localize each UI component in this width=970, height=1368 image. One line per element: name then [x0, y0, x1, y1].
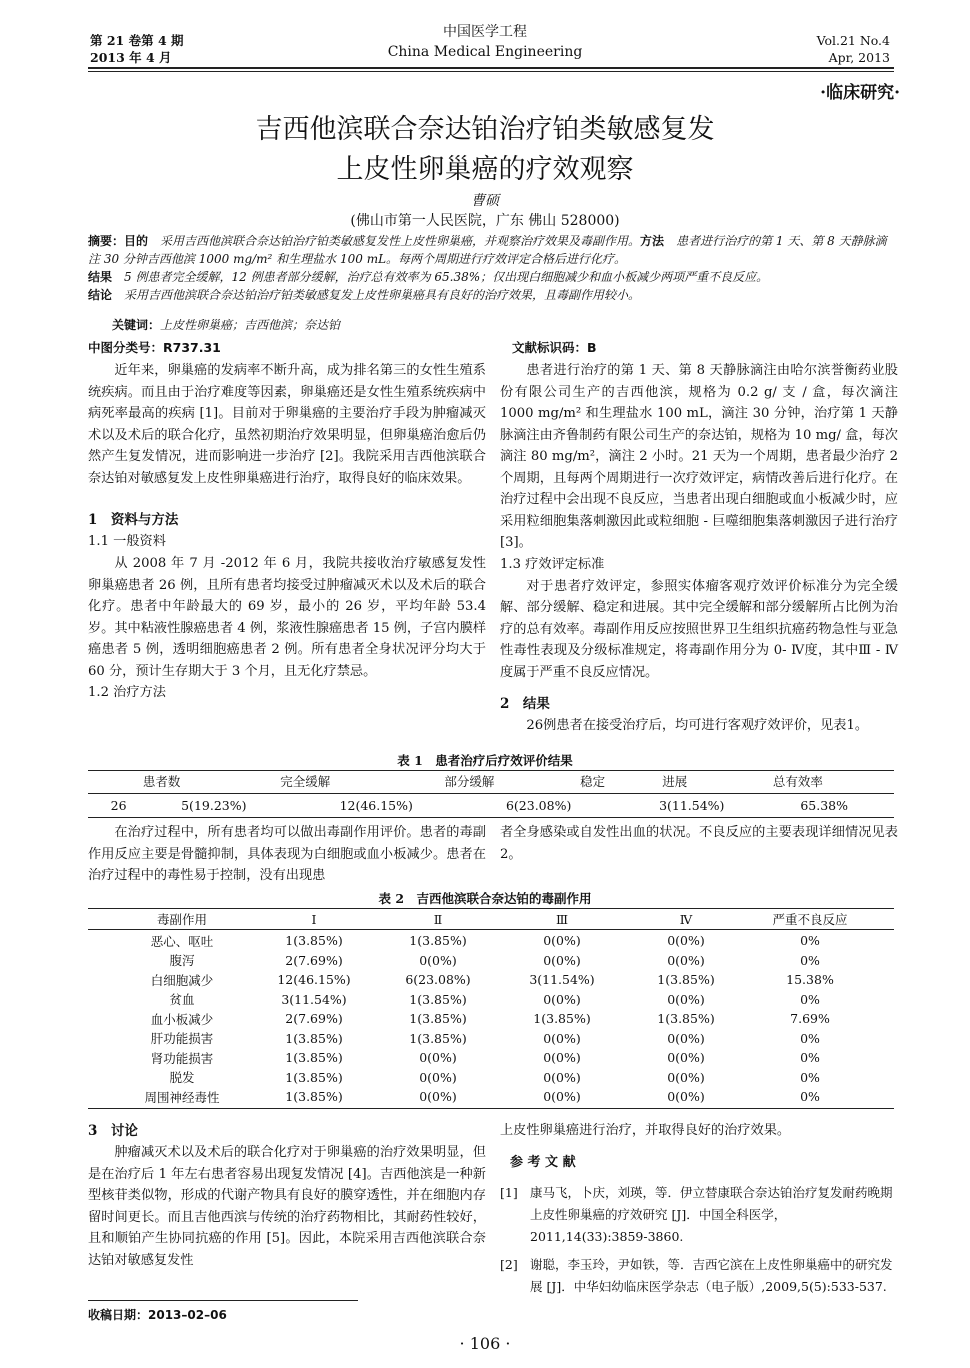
- table-2-head: [112, 910, 872, 928]
- table-row: [112, 990, 872, 1010]
- table-2-cell: 血小板减少: [150, 1011, 214, 1027]
- reference-text: 康马飞，卜庆，刘瑛，等．伊立替康联合奈达铂治疗复发耐药晚期上皮性卵巢癌的疗效研究 [J]．中国全科医学，2011,14(33):3859-3860.: [530, 1184, 893, 1244]
- keywords-label: 关键词：: [112, 318, 161, 332]
- toxicity-paragraph-cont: 者全身感染或自发性出血的状况。不良反应的主要表现详细情况见表 2。: [500, 825, 898, 862]
- journal-name-en: China Medical Engineering: [387, 44, 583, 60]
- section-2-text: 26例患者在接受治疗后，均可进行客观疗效评价，见表1。: [526, 718, 869, 733]
- header-rule-thin: [88, 71, 894, 72]
- table-2-header: Ⅰ: [311, 911, 317, 927]
- table-2-cell: 0%: [800, 933, 820, 949]
- reference-item: [500, 1254, 898, 1298]
- table-1: [100, 772, 880, 790]
- table-2-cell: 1(3.85%): [409, 991, 467, 1007]
- table-2-cell: 2(7.69%): [285, 952, 343, 968]
- table-2-cell: 0(0%): [543, 1069, 581, 1085]
- section-1-2-text: 患者进行治疗的第 1 天、第 8 天静脉滴注由哈尔滨誉衡药业股份有限公司生产的吉西他滨，规格为 0.2 g/ 支 / 盒，每次滴注 1000 mg/m² 和生理盐水 100 mL，滴注 30 分钟，治疗第 1 天静脉滴注由齐鲁制药有限公司生产的奈达铂，规格为 10 mg/ 盒，每次滴注 80 mg/m²，滴注 2 小时。21 天为一个周期，患者最少治疗 2 个周期，且每两个周期进行一次疗效评定，病情改善后进行化疗。在治疗过程中会出现不良反应，当患者出现白细胞或血小板减少时，应采用粒细胞集落刺激因此或粒细胞 - 巨噬细胞集落刺激因子进行治疗 [3]。: [500, 363, 898, 550]
- conclusion-label: 结论: [88, 288, 113, 302]
- table-2-cell: 3(11.54%): [529, 972, 595, 988]
- table-1-top-rule: [88, 770, 894, 771]
- section-1-1-heading: 1.1 一般资料: [88, 534, 166, 549]
- table-2-cell: 15.38%: [786, 972, 834, 988]
- table-2-cell: 0(0%): [543, 1089, 581, 1105]
- right-column-upper: [500, 360, 898, 737]
- table-2-cell: 2(7.69%): [285, 1011, 343, 1027]
- result-label: 结果: [88, 270, 113, 284]
- table-row: [112, 1048, 872, 1068]
- page-number: · 106 ·: [459, 1334, 511, 1353]
- middle-left-text: [88, 822, 486, 887]
- header-rule: [88, 67, 894, 69]
- table-2-cell: 0(0%): [419, 952, 457, 968]
- table-1-caption: 表 1 患者治疗后疗效评价结果: [397, 753, 573, 768]
- table-2-header: Ⅳ: [679, 911, 693, 927]
- table-1-cell: 6(23.08%): [505, 797, 572, 813]
- table-2-cell: 周围神经毒性: [144, 1089, 220, 1105]
- table-1-mid-rule: [88, 793, 894, 794]
- table-1-header: 进展: [662, 774, 688, 789]
- doc-code-value: B: [587, 340, 597, 355]
- table-2-cell: 0%: [800, 952, 820, 968]
- abstract-method: 患者进行治疗的第 1 天、第 8 天静脉滴注 30 分钟吉西他滨 1000 mg/m² 和生理盐水 100 mL。每两个周期进行疗效评定合格后进行化疗。: [88, 234, 887, 266]
- table-2-cell: 1(3.85%): [285, 1069, 343, 1085]
- table-row: [112, 1087, 872, 1107]
- table-row: [112, 970, 872, 990]
- table-1-cell: 26: [110, 797, 127, 813]
- title-line-2: 上皮性卵巢癌的疗效观察: [336, 154, 634, 185]
- section-1-3-text: 对于患者疗效评定，参照实体瘤客观疗效评价标准分为完全缓解、部分缓解、稳定和进展。其中完全缓解和部分缓解所占比例为治疗的总有效率。毒副作用反应按照世界卫生组织抗癌药物急性与亚急性毒性表现及分级标准规定，将毒副作用分为 0- Ⅳ度，其中Ⅲ - Ⅳ度属于严重不良反应情况。: [500, 578, 898, 680]
- table-2-cell: 1(3.85%): [285, 1089, 343, 1105]
- right-column-lower: [500, 1120, 898, 1298]
- table-row: [100, 772, 880, 790]
- table-row: [112, 1029, 872, 1049]
- abstract-result: 5 例患者完全缓解，12 例患者部分缓解，治疗总有效率为 65.38%；仅出现白细胞减少和血小板减少两项严重不良反应。: [124, 270, 769, 284]
- journal-volume: [800, 32, 890, 66]
- table-2-body: [112, 931, 872, 1107]
- abstract-label: 摘要：目的: [88, 234, 149, 248]
- reference-number: [2]: [500, 1256, 518, 1272]
- section-1-3-heading: 1.3 疗效评定标准: [500, 556, 605, 572]
- table-2-header: Ⅱ: [433, 911, 443, 927]
- keywords-text: 上皮性卵巢癌；吉西他滨；奈达铂: [160, 318, 341, 332]
- table-1-header: 部分缓解: [444, 774, 495, 789]
- section-2-heading: 2 结果: [500, 696, 550, 712]
- table-1-body: [100, 796, 880, 814]
- section-1-1-text: 从 2008 年 7 月 -2012 年 6 月，我院共接收治疗敏感复发性卵巢癌患者 26 例，且所有患者均接受过肿瘤减灭术以及术后的联合化疗。患者中年龄最大的 69 岁，最小的 26 岁，平均年龄 53.4 岁。其中粘液性腺癌患者 4 例，浆液性腺癌患者 15 例，子宫内膜样癌患者 5 例，透明细胞癌患者 2 例。所有患者全身状况评分均大于 60 分，预计生存期大于 3 个月，且无化疗禁忌。: [88, 556, 486, 679]
- abstract-conclusion: 采用吉西他滨联合奈达铂治疗铂类敏感复发上皮性卵巢癌具有良好的治疗效果，且毒副作用较小。: [124, 288, 641, 302]
- table-2-cell: 腹泻: [169, 953, 195, 969]
- table-2-cell: 3(11.54%): [281, 991, 347, 1007]
- table-1-cell: 12(46.15%): [339, 797, 413, 813]
- section-1-heading: 1 资料与方法: [88, 512, 179, 528]
- table-2-cell: 0(0%): [667, 1050, 705, 1066]
- table-2-cell: 0%: [800, 1069, 820, 1085]
- table-2-cell: 1(3.85%): [409, 1011, 467, 1027]
- table-2-header: 严重不良反应: [772, 912, 848, 927]
- received-date: 收稿日期：2013–02–06: [88, 1308, 227, 1322]
- table-1-bottom-rule: [88, 817, 894, 818]
- table-2-cell: 0%: [800, 1089, 820, 1105]
- table-row: [112, 951, 872, 971]
- clc-number: [88, 338, 221, 356]
- table-2-cell: 0(0%): [543, 952, 581, 968]
- doc-code-label: 文献标识码：: [512, 340, 588, 355]
- table-2-cell: 0(0%): [543, 991, 581, 1007]
- discussion-column: [88, 1120, 486, 1271]
- table-2-cell: 1(3.85%): [533, 1011, 591, 1027]
- author: 曹硕: [471, 193, 499, 209]
- table-1-header: 总有效率: [772, 774, 823, 789]
- section-3-heading: 3 讨论: [88, 1123, 138, 1139]
- table-2-cell: 1(3.85%): [409, 1030, 467, 1046]
- table-2-mid-rule: [88, 929, 894, 930]
- table-2-cell: 0%: [800, 1030, 820, 1046]
- table-2-cell: 1(3.85%): [657, 972, 715, 988]
- table-1-header: 完全缓解: [280, 774, 331, 789]
- table-2-header: 毒副作用: [156, 912, 207, 927]
- table-2-cell: 0(0%): [667, 1030, 705, 1046]
- table-2-cell: 6(23.08%): [405, 972, 471, 988]
- issue-volume: 第 21 卷第 4 期: [90, 33, 184, 48]
- table-2-cell: 0(0%): [667, 933, 705, 949]
- toxicity-paragraph: 在治疗过程中，所有患者均可以做出毒副作用评价。患者的毒副作用反应主要是骨髓抑制，具体表现为白细胞或血小板减少。患者在治疗过程中的毒性易于控制，没有出现患: [88, 825, 486, 883]
- clc-label: 中图分类号：: [88, 340, 164, 355]
- middle-right-text: [500, 822, 898, 865]
- affiliation: (佛山市第一人民医院，广东 佛山 528000): [350, 213, 620, 229]
- table-2-cell: 脱发: [169, 1070, 195, 1086]
- table-1-cell: 65.38%: [800, 797, 848, 813]
- clc-value: R737.31: [163, 340, 221, 355]
- title-line-1: 吉西他滨联合奈达铂治疗铂类敏感复发: [255, 114, 715, 145]
- table-2-cell: 0(0%): [419, 1069, 457, 1085]
- table-row: [100, 796, 880, 814]
- table-2-cell: 0(0%): [667, 1069, 705, 1085]
- table-1-cell: 3(11.54%): [659, 797, 725, 813]
- table-2-cell: 肝功能损害: [150, 1031, 214, 1047]
- table-2-cell: 0(0%): [543, 1050, 581, 1066]
- reference-item: [500, 1182, 898, 1248]
- volume-en: Vol.21 No.4: [816, 33, 890, 48]
- journal-name-cn: 中国医学工程: [443, 24, 527, 40]
- table-2-cell: 1(3.85%): [285, 1050, 343, 1066]
- table-2-cell: 12(46.15%): [277, 972, 351, 988]
- abstract: [88, 232, 894, 304]
- table-1-cell: 5(19.23%): [181, 797, 247, 813]
- table-row: [112, 931, 872, 951]
- table-2-cell: 0(0%): [543, 1030, 581, 1046]
- intro-paragraph: 近年来，卵巢癌的发病率不断升高，成为排名第三的女性生殖系统疾病。而且由于治疗难度等因素，卵巢癌还是女性生殖系统疾病中病死率最高的疾病 [1]。目前对于卵巢癌的主要治疗手段为肿瘤减灭术以及术后的联合化疗，虽然初期治疗效果明显，但卵巢癌治愈后仍然产生复发情况，进而影响进一步治疗 [2]。我院采用吉西他滨联合奈达铂对敏感复发上皮性卵巢癌进行治疗，取得良好的临床效果。: [88, 363, 486, 486]
- table-row: [112, 1068, 872, 1088]
- left-column-upper: [88, 360, 486, 704]
- table-2-cell: 0(0%): [667, 952, 705, 968]
- table-2-cell: 1(3.85%): [409, 933, 467, 949]
- table-2-cell: 0(0%): [667, 991, 705, 1007]
- issue-date: 2013 年 4 月: [90, 50, 172, 65]
- table-1-header: 稳定: [580, 774, 606, 789]
- section-tag: ·临床研究·: [820, 83, 900, 103]
- table-2-cell: 肾功能损害: [150, 1050, 214, 1066]
- document-code: [512, 338, 597, 356]
- section-1-2-heading: 1.2 治疗方法: [88, 685, 166, 700]
- table-2-cell: 贫血: [169, 992, 195, 1008]
- table-2-cell: 1(3.85%): [285, 1030, 343, 1046]
- footnote-rule: [88, 1300, 358, 1301]
- table-row: [112, 1009, 872, 1029]
- table-2-cell: 0(0%): [419, 1089, 457, 1105]
- table-2-cell: 恶心、呕吐: [150, 933, 214, 949]
- table-2-caption: 表 2 吉西他滨联合奈达铂的毒副作用: [378, 891, 592, 906]
- table-2-cell: 白细胞减少: [150, 972, 214, 988]
- table-2-bottom-rule: [88, 1108, 894, 1109]
- table-2-cell: 0%: [800, 991, 820, 1007]
- table-2-cell: 0(0%): [667, 1089, 705, 1105]
- section-3-text-cont: 上皮性卵巢癌进行治疗，并取得良好的治疗效果。: [500, 1123, 791, 1138]
- article-title: [0, 110, 970, 190]
- section-3-text: 肿瘤减灭术以及术后的联合化疗对于卵巢癌的治疗效果明显，但是在治疗后 1 年左右患者容易出现复发情况 [4]。吉西他滨是一种新型核苷类似物，形成的代谢产物具有良好的膜穿透性，并在细胞内存留时间更长。而且吉他西滨与传统的治疗药物相比，其耐药性较好，且和顺铂产生协同抗癌的作用 [5]。因此，本院采用吉西他滨联合奈达铂对敏感复发性: [88, 1145, 486, 1268]
- keywords: [112, 316, 340, 333]
- table-2-header: Ⅲ: [555, 911, 569, 927]
- method-label: 方法: [640, 234, 665, 248]
- references-heading: 参 考 文 献: [510, 1154, 576, 1170]
- table-2-cell: 7.69%: [790, 1011, 830, 1027]
- date-en: Apr, 2013: [828, 50, 890, 65]
- table-2-cell: 0(0%): [543, 933, 581, 949]
- table-2-cell: 0(0%): [419, 1050, 457, 1066]
- table-row: [112, 910, 872, 928]
- table-2-cell: 1(3.85%): [285, 933, 343, 949]
- table-1-header: 患者数: [142, 774, 181, 789]
- abstract-purpose: 采用吉西他滨联合奈达铂治疗铂类敏感复发性上皮性卵巢癌，并观察治疗效果及毒副作用。: [160, 234, 641, 248]
- reference-number: [1]: [500, 1184, 518, 1200]
- reference-text: 谢聪，李玉玲，尹如铁，等．吉西它滨在上皮性卵巢癌中的研究发展 [J]．中华妇幼临床医学杂志（电子版）,2009,5(5):533-537.: [530, 1256, 893, 1294]
- table-2-top-rule: [88, 908, 894, 909]
- table-2-cell: 0%: [800, 1050, 820, 1066]
- table-2-cell: 1(3.85%): [657, 1011, 715, 1027]
- references-list: [500, 1182, 898, 1298]
